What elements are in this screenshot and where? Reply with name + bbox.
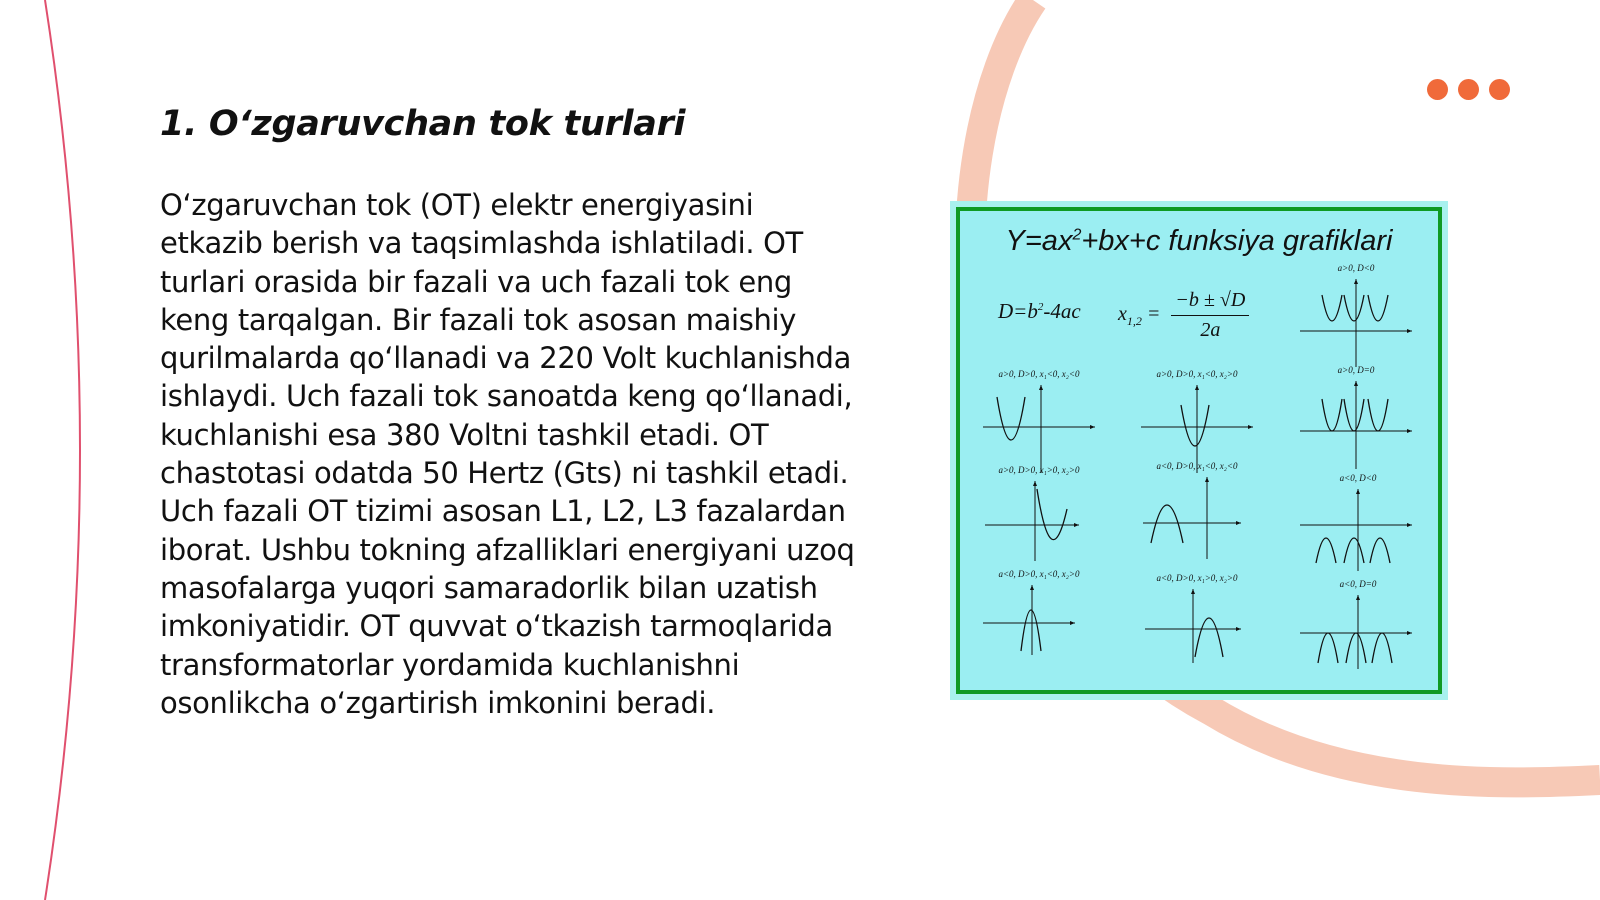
- parabola-graph-5: [979, 465, 1099, 575]
- graph-condition: a<0, D=0: [1339, 579, 1377, 589]
- graph-condition: a<0, D>0, x₁<0, x₂>0: [998, 569, 1080, 579]
- graph-condition: a>0, D<0: [1337, 263, 1375, 273]
- slide-title: 1. O‘zgaruvchan tok turlari: [160, 104, 686, 144]
- dot-2: [1458, 79, 1479, 100]
- graph-condition: a>0, D>0, x₁<0, x₂>0: [1156, 369, 1238, 379]
- parabola-graph-7: [1298, 473, 1418, 583]
- dot-1: [1427, 79, 1448, 100]
- parabola-graph-1: [1296, 263, 1416, 373]
- parabola-graph-6: [1137, 461, 1257, 571]
- more-options-icon[interactable]: [1427, 79, 1511, 101]
- parabola-graph-9: [1137, 573, 1257, 683]
- slide-paragraph: O‘zgaruvchan tok (OT) elektr energiyasini etkazib berish va taqsimlashda ishlatiladi. OT turlari orasida bir fazali va uch fazali tok eng keng tarqalgan. Bir fazali tok asosan maishiy qurilmalarda qo‘llanadi va 220 Volt kuchlanishda ishlaydi. Uch fazali tok sanoatda keng qo‘llanadi, kuchlanishi esa 380 Voltni tashkil etadi. OT chastotasi odatda 50 Hertz (Gts) ni tashkil etadi. Uch fazali OT tizimi asosan L1, L2, L3 fazalardan iborat. Ushbu tokning afzalliklari energiyani uzoq masofalarga yuqori samaradorlik bilan uzatish imkoniyatidir. OT quvvat o‘tkazish tarmoqlarida transformatorlar yordamida kuchlanishni osonlikcha o‘zgartirish imkonini beradi.: [160, 188, 855, 720]
- parabola-plot: [1298, 487, 1418, 583]
- parabola-plot: [1296, 379, 1416, 475]
- figure-title: $Y=ax^2+bx+c$ funksiya grafiklari: [1005, 225, 1393, 257]
- left-accent-line: [45, 0, 80, 900]
- parabola-graph-8: [979, 569, 1099, 679]
- parabola-graph-4: [1296, 365, 1416, 475]
- parabola-plot: [1137, 475, 1257, 571]
- graph-condition: a<0, D>0, x₁<0, x₂<0: [1156, 461, 1238, 471]
- discriminant-formula: $D=b^2-4ac$: [998, 299, 1081, 323]
- parabola-plot: [979, 479, 1099, 575]
- parabola-plot: [979, 583, 1099, 679]
- parabola-plot: [1296, 277, 1416, 373]
- parabola-plot: [1137, 587, 1257, 683]
- parabola-graph-10: [1298, 579, 1418, 689]
- graph-condition: a>0, D=0: [1337, 365, 1375, 375]
- roots-formula: $x_{1,2}$ = $\frac{-b \pm √D}{2a}$: [1118, 289, 1249, 342]
- graph-condition: a<0, D>0, x₁>0, x₂>0: [1156, 573, 1238, 583]
- quadratic-function-figure: [956, 207, 1442, 694]
- graph-condition: a>0, D>0, x₁<0, x₂<0: [998, 369, 1080, 379]
- graph-condition: a>0, D>0, x₁>0, x₂>0: [998, 465, 1080, 475]
- graph-condition: a<0, D<0: [1339, 473, 1377, 483]
- parabola-plot: [1298, 593, 1418, 689]
- parabola-graph-2: [979, 369, 1099, 479]
- dot-3: [1489, 79, 1510, 100]
